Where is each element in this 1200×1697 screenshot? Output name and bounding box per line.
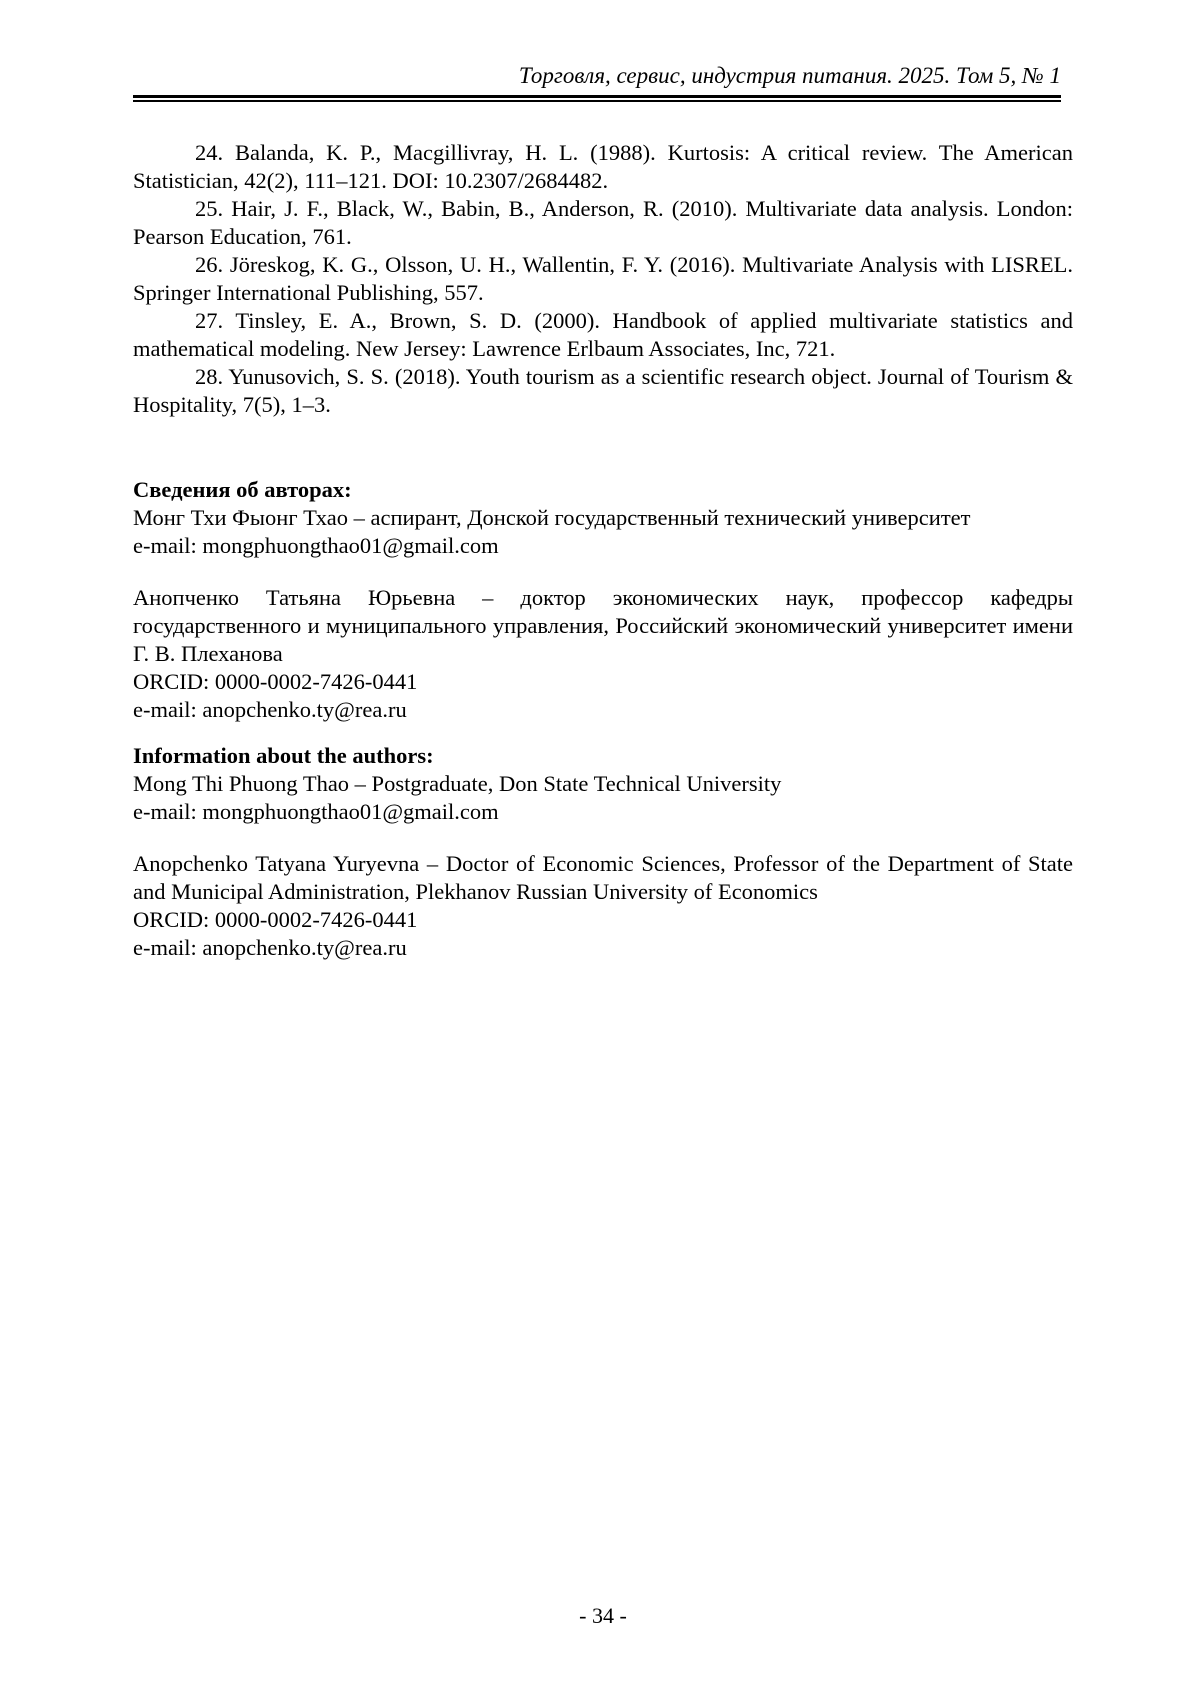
- author-description: Anopchenko Tatyana Yuryevna – Doctor of Economic Sciences, Professor of the Department of State and Municipal Administration, Plekhanov Russian University of Economics: [133, 851, 1073, 904]
- authors-section-en: [133, 742, 1073, 962]
- author-orcid: ORCID: 0000-0002-7426-0441: [133, 907, 418, 932]
- reference-item: 27. Tinsley, E. A., Brown, S. D. (2000). Handbook of applied multivariate statistics and mathematical modeling. New Jersey: Lawrence Erlbaum Associates, Inc, 721.: [133, 308, 1073, 361]
- author-block: [133, 770, 1073, 826]
- author-description: Mong Thi Phuong Thao – Postgraduate, Don State Technical University: [133, 771, 782, 796]
- running-head: Торговля, сервис, индустрия питания. 2025. Том 5, № 1: [518, 63, 1061, 88]
- author-email: e-mail: anopchenko.ty@rea.ru: [133, 697, 407, 722]
- author-description: Монг Тхи Фыонг Тхао – аспирант, Донской государственный технический университет: [133, 505, 971, 530]
- references-list: [133, 139, 1073, 419]
- reference-item: 26. Jöreskog, K. G., Olsson, U. H., Wallentin, F. Y. (2016). Multivariate Analysis with LISREL. Springer International Publishing, 557.: [133, 252, 1073, 305]
- author-email: e-mail: mongphuongthao01@gmail.com: [133, 533, 499, 558]
- page-number: - 34 -: [579, 1603, 627, 1628]
- page-content: [133, 0, 1073, 962]
- authors-section-ru: [133, 476, 1073, 724]
- author-block: [133, 504, 1073, 560]
- author-description: Анопченко Татьяна Юрьевна – доктор экономических наук, профессор кафедры государственного и муниципального управления, Российский экономический университет имени Г. В. Плеханова: [133, 585, 1073, 666]
- header-divider-rule: [133, 95, 1061, 102]
- author-email: e-mail: anopchenko.ty@rea.ru: [133, 935, 407, 960]
- reference-item: 24. Balanda, K. P., Macgillivray, H. L. (1988). Kurtosis: A critical review. The American Statistician, 42(2), 111–121. DOI: 10.2307/2684482.: [133, 140, 1073, 193]
- reference-item: 25. Hair, J. F., Black, W., Babin, B., Anderson, R. (2010). Multivariate data analysis. London: Pearson Education, 761.: [133, 196, 1073, 249]
- authors-ru-heading: Сведения об авторах:: [133, 477, 352, 502]
- spacer: [133, 560, 1073, 584]
- authors-en-heading: Information about the authors:: [133, 743, 434, 768]
- spacer: [133, 826, 1073, 850]
- author-email: e-mail: mongphuongthao01@gmail.com: [133, 799, 499, 824]
- author-orcid: ORCID: 0000-0002-7426-0441: [133, 669, 418, 694]
- reference-item: 28. Yunusovich, S. S. (2018). Youth tourism as a scientific research object. Journal of Tourism & Hospitality, 7(5), 1–3.: [133, 364, 1073, 417]
- author-block: [133, 850, 1073, 962]
- author-block: [133, 584, 1073, 724]
